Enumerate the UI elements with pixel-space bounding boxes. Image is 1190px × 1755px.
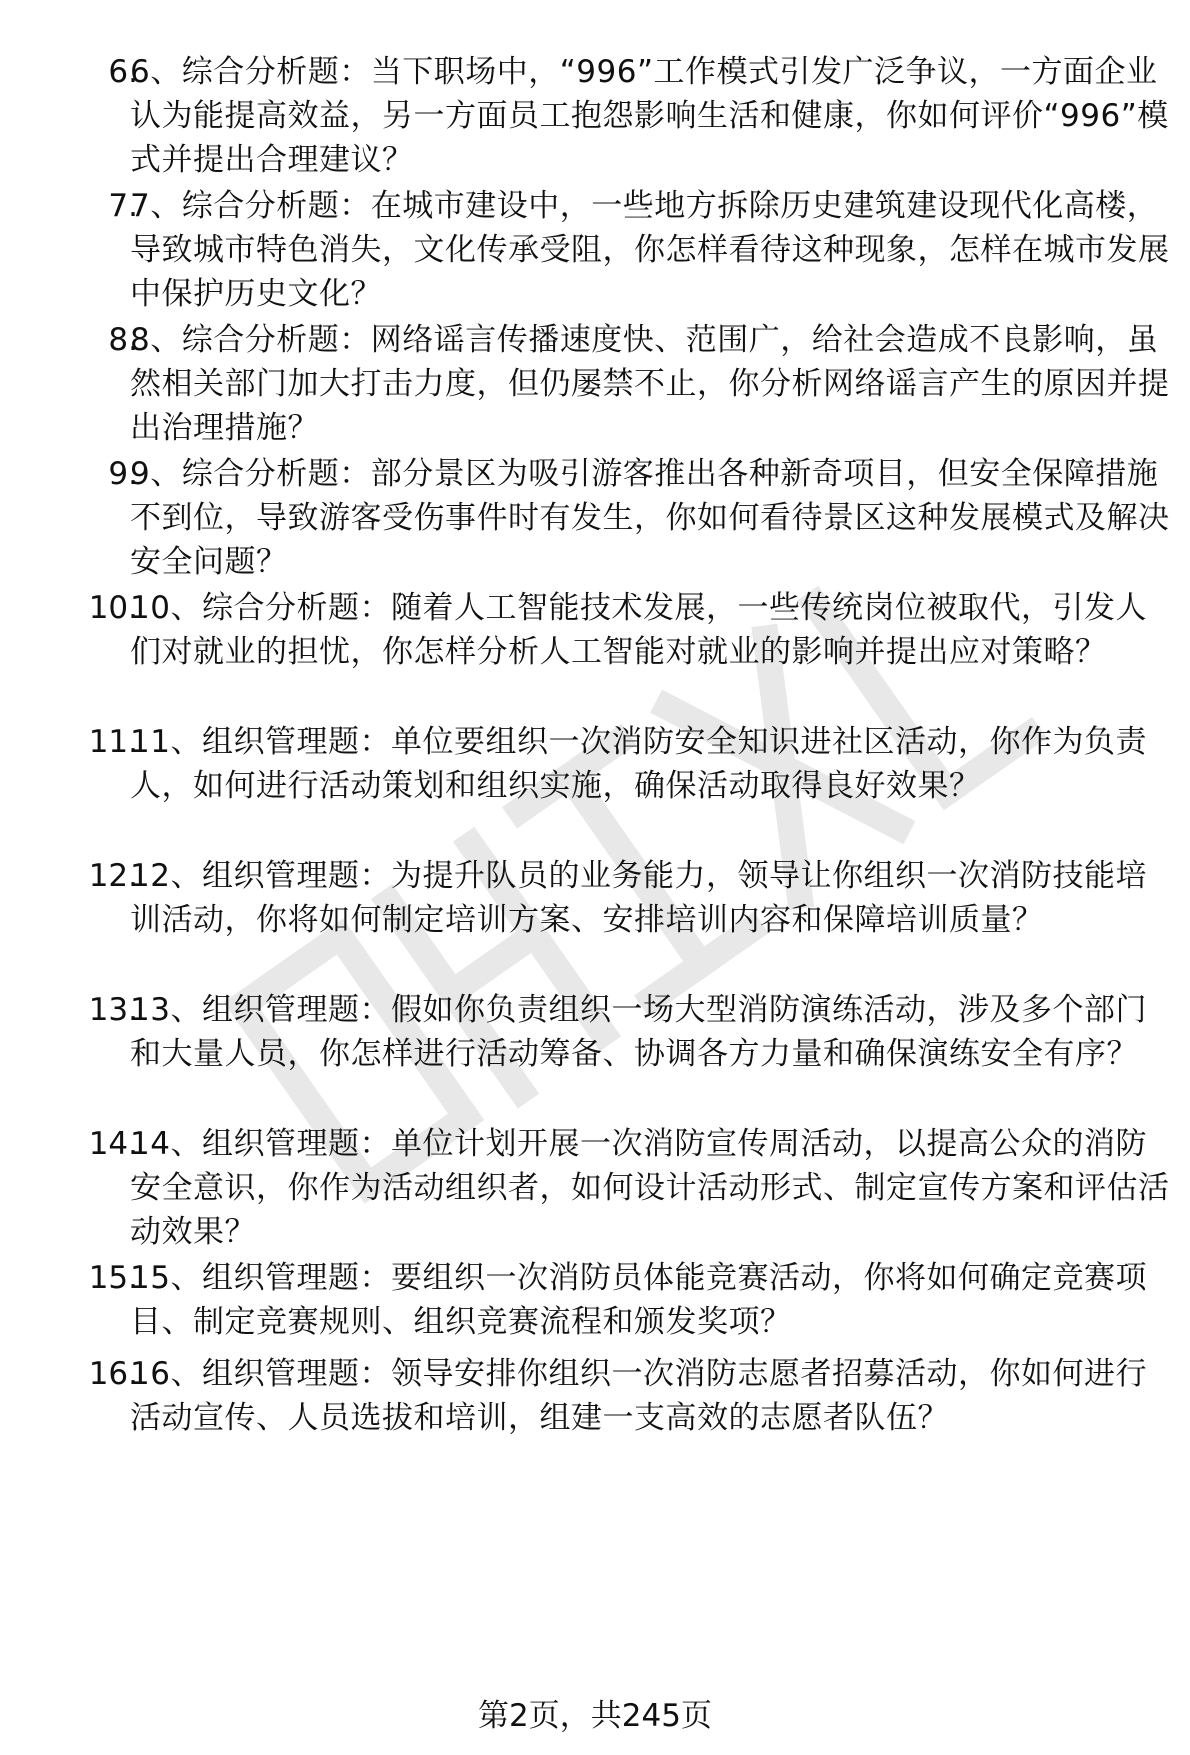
question-number: 13. bbox=[88, 992, 138, 1028]
question-number: 15. bbox=[88, 1260, 138, 1296]
question-number: 14. bbox=[88, 1126, 138, 1162]
question-number: 16. bbox=[88, 1356, 138, 1392]
question-text: 7、综合分析题：在城市建设中，一些地方拆除历史建筑建设现代化高楼，导致城市特色消失，文化传承受阻，你怎样看待这种现象，怎样在城市发展中保护历史文化？ bbox=[130, 188, 1170, 312]
question-text: 11、组织管理题：单位要组织一次消防安全知识进社区活动，你作为负责人，如何进行活动策划和组织实施，确保活动取得良好效果？ bbox=[130, 724, 1147, 804]
question-text: 15、组织管理题：要组织一次消防员体能竞赛活动，你将如何确定竞赛项目、制定竞赛规则、组织竞赛流程和颁发奖项？ bbox=[130, 1260, 1147, 1340]
question-number: 12. bbox=[88, 858, 138, 894]
page-footer: 第2页，共245页 bbox=[478, 1698, 712, 1734]
question-text: 6、综合分析题：当下职场中，“996”工作模式引发广泛争议，一方面企业认为能提高效益，另一方面员工抱怨影响生活和健康，你如何评价“996”模式并提出合理建议？ bbox=[130, 54, 1169, 178]
question-text: 9、综合分析题：部分景区为吸引游客推出各种新奇项目，但安全保障措施不到位，导致游客受伤事件时有发生，你如何看待景区这种发展模式及解决安全问题？ bbox=[130, 456, 1170, 580]
question-text: 13、组织管理题：假如你负责组织一场大型消防演练活动，涉及多个部门和大量人员，你怎样进行活动筹备、协调各方力量和确保演练安全有序？ bbox=[130, 992, 1147, 1072]
question-number: 7. bbox=[108, 188, 138, 224]
question-number: 6. bbox=[108, 54, 138, 90]
question-number: 8. bbox=[108, 322, 138, 358]
question-number: 10. bbox=[88, 590, 138, 626]
question-number: 11. bbox=[88, 724, 138, 760]
question-number: 9. bbox=[108, 456, 138, 492]
question-text: 8、综合分析题：网络谣言传播速度快、范围广，给社会造成不良影响，虽然相关部门加大打击力度，但仍屡禁不止，你分析网络谣言产生的原因并提出治理措施？ bbox=[130, 322, 1170, 446]
question-text: 16、组织管理题：领导安排你组织一次消防志愿者招募活动，你如何进行活动宣传、人员选拔和培训，组建一支高效的志愿者队伍？ bbox=[130, 1356, 1147, 1436]
question-text: 14、组织管理题：单位计划开展一次消防宣传周活动，以提高公众的消防安全意识，你作为活动组织者，如何设计活动形式、制定宣传方案和评估活动效果？ bbox=[130, 1126, 1170, 1250]
question-text: 10、综合分析题：随着人工智能技术发展，一些传统岗位被取代，引发人们对就业的担忧，你怎样分析人工智能对就业的影响并提出应对策略？ bbox=[130, 590, 1147, 670]
question-text: 12、组织管理题：为提升队员的业务能力，领导让你组织一次消防技能培训活动，你将如何制定培训方案、安排培训内容和保障培训质量？ bbox=[130, 858, 1147, 938]
